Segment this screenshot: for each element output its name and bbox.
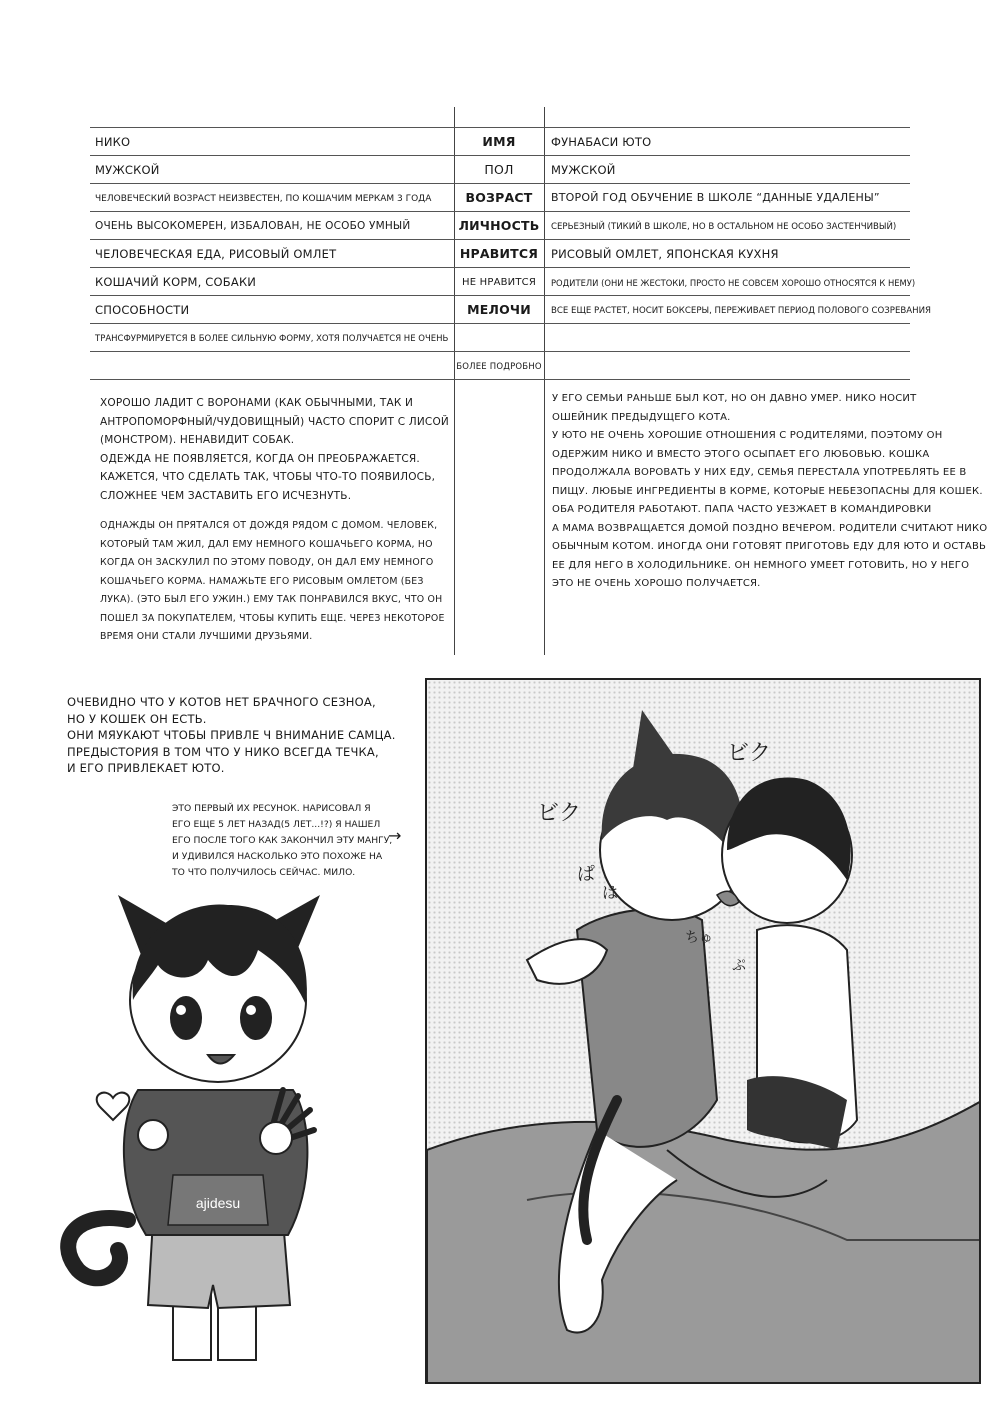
chibi-cat-boy-illustration [58, 890, 348, 1380]
label-personality: ЛИЧНОСТЬ [458, 218, 540, 233]
text-line: ПРОДОЛЖАЛА ВОРОВАТЬ У НИХ ЕДУ, СЕМЬЯ ПЕРЕСТАЛА УПОТРЕБЛЯТЬ ЕЕ В [552, 467, 967, 478]
label-age: ВОЗРАСТ [465, 190, 533, 205]
mating-note [67, 694, 396, 777]
niko-backstory [100, 517, 445, 647]
text-line: ЕГО ЕЩЕ 5 ЛЕТ НАЗАД(5 ЛЕТ...!?) Я НАШЕЛ [172, 819, 381, 830]
drawing-note [172, 801, 392, 881]
table-rule [90, 351, 910, 352]
text-line: А МАМА ВОЗВРАЩАЕТСЯ ДОМОЙ ПОЗДНО ВЕЧЕРОМ. РОДИТЕЛИ СЧИТАЮТ НИКО [552, 522, 988, 534]
text-line: ПИЩУ. ЛЮБЫЕ ИНГРЕДИЕНТЫ В КОРМЕ, КОТОРЫЕ НЕБЕЗОПАСНЫ ДЛЯ КОШЕК. [552, 485, 983, 497]
yuto-personality: СЕРЬЕЗНЫЙ (ТИКИЙ В ШКОЛЕ, НО В ОСТАЛЬНОМ НЕ ОСОБО ЗАСТЕНЧИВЫЙ) [551, 222, 897, 232]
niko-sex: МУЖСКОЙ [95, 163, 160, 177]
label-trivia: МЕЛОЧИ [467, 302, 531, 317]
text-line: ХОРОШО ЛАДИТ С ВОРОНАМИ (КАК ОБЫЧНЫМИ, ТАК И [100, 397, 414, 409]
text-line: КАЖЕТСЯ, ЧТО СДЕЛАТЬ ТАК, ЧТОБЫ ЧТО-ТО ПОЯВИЛОСЬ, [100, 471, 436, 483]
yuto-trivia: ВСЕ ЕЩЕ РАСТЕТ, НОСИТ БОКСЕРЫ, ПЕРЕЖИВАЕТ ПЕРИОД ПОЛОВОГО СОЗРЕВАНИЯ [551, 306, 932, 316]
text-line: ЕГО ПОСЛЕ ТОГО КАК ЗАКОНЧИЛ ЭТУ МАНГУ, [172, 835, 393, 846]
label-likes: НРАВИТСЯ [459, 246, 539, 261]
yuto-age: ВТОРОЙ ГОД ОБУЧЕНИЕ В ШКОЛЕ “ДАННЫЕ УДАЛЕНЫ” [551, 191, 880, 204]
label-details: БОЛЕЕ ПОДРОБНО [456, 362, 542, 372]
text-line: СЛОЖНЕЕ ЧЕМ ЗАСТАВИТЬ ЕГО ИСЧЕЗНУТЬ. [100, 489, 352, 502]
label-sex: ПОЛ [484, 162, 514, 177]
text-line: ПОШЕЛ ЗА ПОКУПАТЕЛЕМ, ЧТОБЫ КУПИТЬ ЕЩЕ. ЧЕРЕЗ НЕКОТОРОЕ [100, 612, 445, 624]
label-dislikes: НЕ НРАВИТСЯ [462, 277, 536, 288]
table-rule [90, 379, 910, 380]
niko-name: НИКО [95, 135, 131, 149]
table-rule [90, 267, 910, 268]
text-line: ОДЕРЖИМ НИКО И ВМЕСТО ЭТОГО ОСЫПАЕТ ЕГО ЛЮБОВЬЮ. КОШКА [552, 448, 930, 460]
text-line: ОЧЕВИДНО ЧТО У КОТОВ НЕТ БРАЧНОГО СЕЗНОА, [67, 695, 376, 709]
niko-trivia: СПОСОБНОСТИ [95, 303, 190, 317]
text-line: И УДИВИЛСЯ НАСКОЛЬКО ЭТО ПОХОЖЕ НА [172, 851, 383, 862]
text-line: ПРЕДЫСТОРИЯ В ТОМ ЧТО У НИКО ВСЕГДА ТЕЧКА, [67, 744, 379, 759]
niko-age: ЧЕЛОВЕЧЕСКИЙ ВОЗРАСТ НЕИЗВЕСТЕН, ПО КОШАЧИМ МЕРКАМ 3 ГОДА [95, 194, 432, 204]
hoodie-text: ajidesu [195, 1195, 241, 1211]
manga-panel-art [427, 680, 981, 1384]
niko-likes: ЧЕЛОВЕЧЕСКАЯ ЕДА, РИСОВЫЙ ОМЛЕТ [95, 247, 337, 261]
text-line: ОБА РОДИТЕЛЯ РАБОТАЮТ. ПАПА ЧАСТО УЕЗЖАЕТ В КОМАНДИРОВКИ [552, 504, 932, 515]
table-rule [90, 183, 910, 184]
niko-abilities: ТРАНСФУРМИРУЕТСЯ В БОЛЕЕ СИЛЬНУЮ ФОРМУ, ХОТЯ ПОЛУЧАЕТСЯ НЕ ОЧЕНЬ [95, 334, 449, 344]
text-line: КОТОРЫЙ ТАМ ЖИЛ, ДАЛ ЕМУ НЕМНОГО КОШАЧЬЕГО КОРМА, НО [100, 538, 433, 550]
sfx-text: ビク [727, 741, 772, 766]
text-line: ЛУКА). (ЭТО БЫЛ ЕГО УЖИН.) ЕМУ ТАК ПОНРАВИЛСЯ ВКУС, ЧТО ОН [100, 594, 443, 605]
niko-personality: ОЧЕНЬ ВЫСОКОМЕРЕН, ИЗБАЛОВАН, НЕ ОСОБО УМНЫЙ [95, 220, 411, 232]
text-line: ОНИ МЯУКАЮТ ЧТОБЫ ПРИВЛЕ Ч ВНИМАНИЕ САМЦА. [67, 728, 396, 742]
sfx-text: ぱ [577, 864, 595, 885]
text-line: ЕЕ ДЛЯ НЕГО В ХОЛОДИЛЬНИКЕ. ОН НЕМНОГО УМЕЕТ ГОТОВИТЬ, НО У НЕГО [552, 559, 970, 571]
niko-dislikes: КОШАЧИЙ КОРМ, СОБАКИ [95, 275, 257, 289]
table-rule [90, 295, 910, 296]
text-line: ЭТО ПЕРВЫЙ ИХ РЕСУНОК. НАРИСОВАЛ Я [172, 803, 371, 814]
sfx-text: ぷ [732, 958, 746, 974]
text-line: У ЕГО СЕМЬИ РАНЬШЕ БЫЛ КОТ, НО ОН ДАВНО УМЕР. НИКО НОСИТ [552, 393, 917, 404]
table-rule [90, 323, 910, 324]
text-line: (МОНСТРОМ). НЕНАВИДИТ СОБАК. [100, 434, 295, 446]
yuto-sex: МУЖСКОЙ [551, 163, 616, 177]
table-divider-left [454, 107, 455, 655]
text-line: У ЮТО НЕ ОЧЕНЬ ХОРОШИЕ ОТНОШЕНИЯ С РОДИТЕЛЯМИ, ПОЭТОМУ ОН [552, 430, 943, 441]
text-line: ОДЕЖДА НЕ ПОЯВЛЯЕТСЯ, КОГДА ОН ПРЕОБРАЖАЕТСЯ. [100, 452, 420, 465]
text-line: АНТРОПОМОРФНЫЙ/ЧУДОВИЩНЫЙ) ЧАСТО СПОРИТ С ЛИСОЙ [100, 415, 449, 428]
table-rule [90, 239, 910, 240]
niko-details [100, 394, 449, 505]
text-line: ОБЫЧНЫМ КОТОМ. ИНОГДА ОНИ ГОТОВЯТ ПРИГОТОВЬ ЕДУ ДЛЯ ЮТО И ОСТАВЬ [552, 541, 987, 552]
text-line: КОГДА ОН ЗАСКУЛИЛ ПО ЭТОМУ ПОВОДУ, ОН ДАЛ ЕМУ НЕМНОГО [100, 557, 434, 568]
yuto-details [552, 390, 987, 594]
text-line: И ЕГО ПРИВЛЕКАЕТ ЮТО. [67, 761, 225, 775]
text-line: ОШЕЙНИК ПРЕДЫДУЩЕГО КОТА. [552, 411, 731, 423]
sfx-text: ちゅ [685, 930, 713, 946]
yuto-dislikes: РОДИТЕЛИ (ОНИ НЕ ЖЕСТОКИ, ПРОСТО НЕ СОВСЕМ ХОРОШО ОТНОСЯТСЯ К НЕМУ) [551, 278, 916, 288]
text-line: КОШАЧЬЕГО КОРМА. НАМАЖЬТЕ ЕГО РИСОВЫМ ОМЛЕТОМ (БЕЗ [100, 575, 424, 587]
text-line: ВРЕМЯ ОНИ СТАЛИ ЛУЧШИМИ ДРУЗЬЯМИ. [100, 631, 313, 642]
manga-panel [425, 678, 981, 1384]
text-line: ЭТО НЕ ОЧЕНЬ ХОРОШО ПОЛУЧАЕТСЯ. [552, 578, 761, 589]
sfx-text: ビク [537, 801, 582, 826]
table-divider-right [544, 107, 545, 655]
label-name: ИМЯ [482, 134, 516, 149]
text-line: НО У КОШЕК ОН ЕСТЬ. [67, 711, 207, 726]
table-rule [90, 155, 910, 156]
arrow-right-icon: → [388, 826, 402, 845]
table-rule [90, 127, 910, 128]
text-line: ОДНАЖДЫ ОН ПРЯТАЛСЯ ОТ ДОЖДЯ РЯДОМ С ДОМОМ. ЧЕЛОВЕК, [100, 520, 438, 531]
sfx-text: は [602, 883, 619, 902]
yuto-likes: РИСОВЫЙ ОМЛЕТ, ЯПОНСКАЯ КУХНЯ [551, 247, 779, 261]
yuto-name: ФУНАБАСИ ЮТО [551, 135, 652, 149]
table-rule [90, 211, 910, 212]
text-line: ТО ЧТО ПОЛУЧИЛОСЬ СЕЙЧАС. МИЛО. [172, 867, 356, 878]
